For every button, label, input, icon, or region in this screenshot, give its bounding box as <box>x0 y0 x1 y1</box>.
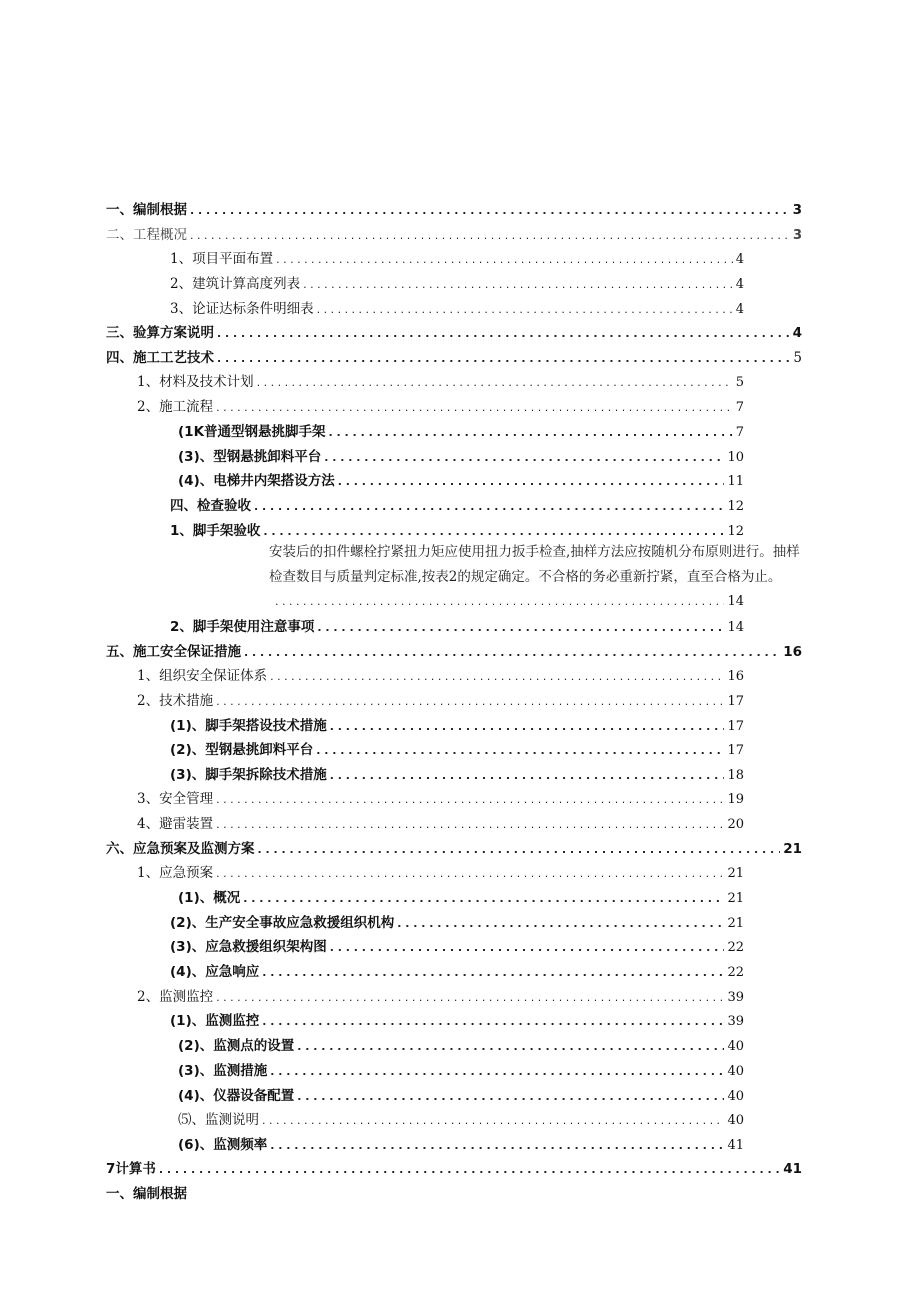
toc-entry-page: 22 <box>727 965 744 980</box>
toc-entry[interactable] <box>137 373 744 391</box>
toc-entry[interactable] <box>178 1062 744 1080</box>
toc-entry-label: 2、脚手架使用注意事项 <box>170 619 315 635</box>
toc-entry-page: 14 <box>727 594 744 609</box>
body-paragraph <box>269 540 909 589</box>
toc-entry-page: 3 <box>792 228 802 243</box>
leader-dots <box>317 301 733 319</box>
toc-entry-page: 21 <box>783 841 802 857</box>
toc-entry-label: 六、应急预案及监测方案 <box>106 841 255 857</box>
leader-dots <box>397 915 724 933</box>
toc-entry[interactable] <box>137 988 744 1006</box>
toc-entry-page: 4 <box>735 302 744 317</box>
toc-entry-page: 41 <box>783 1161 802 1177</box>
leader-dots <box>330 767 725 785</box>
toc-entry-page: 40 <box>727 1039 744 1054</box>
toc-entry[interactable] <box>170 618 744 636</box>
toc-entry[interactable] <box>106 349 802 367</box>
leader-dots <box>262 1112 724 1130</box>
toc-entry[interactable] <box>137 864 744 882</box>
toc-entry-label: (3)、型钢悬挑卸料平台 <box>178 449 322 465</box>
leader-dots <box>330 939 725 957</box>
toc-entry-label: 4、避雷装置 <box>137 816 214 832</box>
toc-entry-page: 18 <box>727 768 744 783</box>
toc-entry[interactable] <box>170 717 744 735</box>
leader-dots <box>338 473 725 491</box>
toc-entry-page: 16 <box>783 644 802 660</box>
toc-entry[interactable] <box>170 522 744 540</box>
leader-dots <box>297 1088 724 1106</box>
toc-entry-page: 41 <box>727 1138 744 1153</box>
toc-entry-label: 2、监测监控 <box>137 989 214 1005</box>
toc-entry[interactable] <box>170 963 744 981</box>
toc-entry-page: 7 <box>735 425 744 440</box>
toc-entry-label: 四、施工工艺技术 <box>106 350 214 366</box>
leader-dots <box>330 718 725 736</box>
toc-entry-label: (1)、概况 <box>178 890 241 906</box>
section-heading <box>106 1185 406 1203</box>
toc-entry-page: 5 <box>793 350 802 366</box>
toc-entry-label: 2、建筑计算高度列表 <box>170 276 301 292</box>
toc-entry-label: (2)、型钢悬挑卸料平台 <box>170 742 314 758</box>
leader-dots <box>317 619 724 637</box>
toc-entry[interactable] <box>170 1012 744 1030</box>
toc-entry-page: 12 <box>727 499 744 514</box>
toc-entry-label: (2)、生产安全事故应急救援组织机构 <box>170 915 395 931</box>
toc-entry-label: (3)、监测措施 <box>178 1063 268 1079</box>
paragraph-line: 检查数目与质量判定标准,按表2的规定确定。不合格的务必重新拧紧，直至合格为止。 <box>269 568 782 585</box>
toc-entry-page: 14 <box>727 620 744 635</box>
toc-entry[interactable] <box>170 741 744 759</box>
toc-entry-label: 3、安全管理 <box>137 791 214 807</box>
toc-entry[interactable] <box>170 250 744 268</box>
toc-entry-page: 4 <box>735 252 744 267</box>
toc-entry[interactable] <box>137 692 744 710</box>
toc-entry[interactable] <box>178 889 744 907</box>
toc-entry[interactable] <box>178 472 744 490</box>
toc-entry[interactable] <box>178 1037 744 1055</box>
toc-entry-label: (1)、脚手架搭设技术措施 <box>170 718 327 734</box>
toc-entry-page: 39 <box>727 1014 744 1029</box>
toc-entry[interactable] <box>137 398 744 416</box>
leader-dots <box>190 227 790 245</box>
toc-entry[interactable] <box>137 790 744 808</box>
leader-dots <box>216 865 724 883</box>
toc-entry-page: 20 <box>727 817 744 832</box>
toc-entry-label: (4)、仪器设备配置 <box>178 1088 295 1104</box>
toc-entry-page: 7 <box>735 400 744 415</box>
leader-dots <box>216 693 724 711</box>
toc-entry-label: ⑸、监测说明 <box>178 1112 259 1128</box>
toc-entry-label: 1、组织安全保证体系 <box>137 668 268 684</box>
leader-dots <box>324 449 724 467</box>
toc-entry[interactable] <box>137 815 744 833</box>
paragraph-line: 安装后的扣件螺栓拧紧扭力矩应使用扭力扳手检查,抽样方法应按随机分布原则进行。抽样 <box>269 544 800 560</box>
toc-entry-page: 22 <box>727 940 744 955</box>
toc-entry[interactable] <box>170 275 744 293</box>
leader-dots <box>329 424 733 442</box>
toc-entry-page: 19 <box>727 792 744 807</box>
toc-entry[interactable] <box>178 423 744 441</box>
leader-dots <box>217 350 790 368</box>
toc-entry[interactable] <box>106 324 802 342</box>
toc-entry-page: 10 <box>727 450 744 465</box>
toc-entry-page: 40 <box>727 1064 744 1079</box>
leader-dots <box>216 816 724 834</box>
toc-entry[interactable] <box>170 497 744 515</box>
toc-entry[interactable] <box>106 643 802 661</box>
toc-entry-label: 2、施工流程 <box>137 399 214 415</box>
toc-entry-page: 5 <box>735 375 744 390</box>
heading-text: 一、编制根据 <box>106 1186 187 1202</box>
toc-entry[interactable] <box>178 1087 744 1105</box>
leader-dots <box>262 1013 724 1031</box>
toc-entry-page: 21 <box>727 916 744 931</box>
toc-entry-page: 4 <box>792 325 802 341</box>
toc-entry[interactable] <box>106 226 802 244</box>
leader-dots <box>303 276 733 294</box>
toc-entry[interactable] <box>170 938 744 956</box>
leader-dots <box>216 399 733 417</box>
toc-entry-page: 40 <box>727 1089 744 1104</box>
toc-entry[interactable] <box>272 593 744 611</box>
toc-entry-page: 4 <box>735 277 744 292</box>
leader-dots <box>262 964 724 982</box>
toc-entry[interactable] <box>106 1160 802 1178</box>
leader-dots <box>263 523 724 541</box>
leader-dots <box>244 644 780 662</box>
toc-entry-page: 3 <box>792 202 802 218</box>
leader-dots <box>270 1063 724 1081</box>
toc-entry-page: 21 <box>727 891 744 906</box>
toc-entry-label: 五、施工安全保证措施 <box>106 644 241 660</box>
toc-entry-page: 16 <box>727 669 744 684</box>
toc-entry-label: 四、检查验收 <box>170 498 251 514</box>
leader-dots <box>297 1038 724 1056</box>
leader-dots <box>257 374 733 392</box>
toc-entry-page: 21 <box>727 866 744 881</box>
toc-entry-label: (4)、电梯井内架搭设方法 <box>178 473 335 489</box>
toc-entry-label: 3、论证达标条件明细表 <box>170 301 314 317</box>
toc-entry[interactable] <box>106 840 802 858</box>
toc-entry-label: 2、技术措施 <box>137 693 214 709</box>
toc-entry-label: (4)、应急响应 <box>170 964 260 980</box>
toc-entry[interactable] <box>170 766 744 784</box>
toc-entry-label: 1、应急预案 <box>137 865 214 881</box>
toc-entry-label: 1、材料及技术计划 <box>137 374 254 390</box>
toc-entry-page: 39 <box>727 990 744 1005</box>
toc-entry-label: 一、编制根据 <box>106 202 187 218</box>
leader-dots <box>258 841 781 859</box>
leader-dots <box>254 498 724 516</box>
leader-dots <box>159 1161 780 1179</box>
toc-entry-label: (1)、监测监控 <box>170 1013 260 1029</box>
leader-dots <box>276 251 733 269</box>
leader-dots <box>270 668 724 686</box>
toc-entry-label: (6)、监测频率 <box>178 1137 268 1153</box>
toc-entry[interactable] <box>106 201 802 219</box>
toc-entry-label: 1、项目平面布置 <box>170 251 274 267</box>
toc-entry-page: 17 <box>727 694 744 709</box>
toc-entry-label: (1K普通型钢悬挑脚手架 <box>178 424 326 440</box>
toc-entry-page: 40 <box>727 1113 744 1128</box>
toc-entry-page: 17 <box>727 743 744 758</box>
toc-entry-page: 17 <box>727 719 744 734</box>
leader-dots <box>216 989 724 1007</box>
toc-entry-label: 二、工程概况 <box>106 227 187 243</box>
toc-entry-page: 12 <box>727 524 744 539</box>
toc-entry[interactable] <box>178 448 744 466</box>
leader-dots <box>270 1137 724 1155</box>
toc-entry[interactable] <box>170 914 744 932</box>
toc-entry-label: (3)、脚手架拆除技术措施 <box>170 767 327 783</box>
toc-entry-page: 11 <box>727 474 744 489</box>
leader-dots <box>217 325 790 343</box>
toc-entry-label: 1、脚手架验收 <box>170 523 261 539</box>
toc-entry[interactable] <box>137 667 744 685</box>
toc-entry-label: 7计算书 <box>106 1161 156 1177</box>
toc-entry-label: (3)、应急救援组织架构图 <box>170 939 327 955</box>
leader-dots <box>243 890 724 908</box>
leader-dots <box>275 593 724 611</box>
toc-entry[interactable] <box>170 300 744 318</box>
toc-entry[interactable] <box>178 1111 744 1129</box>
toc-entry-label: (2)、监测点的设置 <box>178 1038 295 1054</box>
toc-entry[interactable] <box>178 1136 744 1154</box>
toc-entry-label: 三、验算方案说明 <box>106 325 214 341</box>
leader-dots <box>316 742 724 760</box>
leader-dots <box>190 202 790 220</box>
leader-dots <box>216 791 724 809</box>
